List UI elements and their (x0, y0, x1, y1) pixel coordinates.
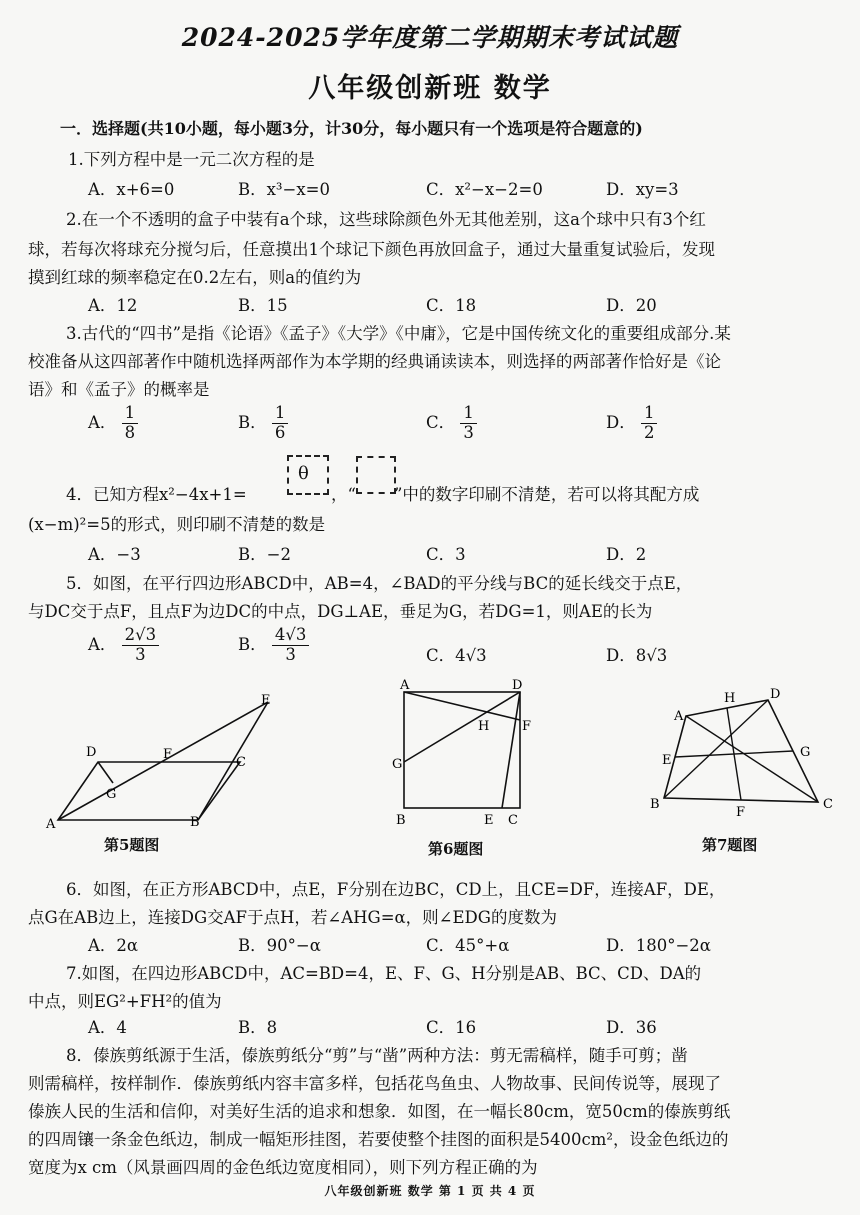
q4-option-a: A．−3 (88, 545, 141, 564)
q3-option-a-fraction: $\frac{1}{8}$ (122, 404, 139, 443)
q3-option-d-label: D． (606, 412, 636, 432)
q6-option-a: A．2α (88, 936, 139, 955)
q5-option-a (88, 626, 159, 665)
q4-option-b: B．−2 (238, 545, 291, 564)
page-footer: 八年级创新班 数学 第 1 页 共 4 页 (324, 1184, 536, 1198)
question-7-line-2: 中点，则EG²+FH²的值为 (28, 992, 222, 1011)
q5-option-d: D．8√3 (606, 646, 668, 665)
fig6-label-a: A (400, 678, 410, 693)
q5-option-a-fraction: $\frac{2√3}{3}$ (122, 626, 160, 665)
fig6-label-f: F (522, 719, 532, 734)
question-8-line-3: 傣族人民的生活和信仰，对美好生活的追求和想象．如图，在一幅长80cm，宽50cm的傣族剪纸 (28, 1102, 731, 1121)
fig7-label-d: D (770, 687, 781, 702)
figure-6-square (388, 676, 548, 836)
q2-option-c: C．18 (426, 296, 477, 315)
blank-digit-box (356, 456, 396, 494)
q5-option-b (238, 626, 309, 665)
fig5-label-e: E (261, 693, 271, 708)
fig7-label-c: C (823, 797, 833, 812)
exam-title: 2024-2025学年度第二学期期末考试试题 (181, 23, 679, 52)
question-6-line-2: 点G在AB边上，连接DG交AF于点H，若∠AHG=α，则∠EDG的度数为 (28, 908, 557, 927)
q1-option-a: A．x+6=0 (88, 180, 175, 199)
q2-option-d: D．20 (606, 296, 657, 315)
fig6-label-h: H (478, 719, 490, 734)
figure-7-caption: 第7题图 (702, 836, 758, 854)
smudged-digit-box (287, 455, 329, 495)
question-2-line-3: 摸到红球的频率稳定在0.2左右，则a的值约为 (28, 268, 362, 287)
question-2-line-2: 球，若每次将球充分搅匀后，任意摸出1个球记下颜色再放回盒子，通过大量重复试验后，发现 (28, 240, 715, 259)
q3-option-b-label: B． (238, 412, 267, 432)
fig6-label-e: E (484, 813, 494, 828)
question-6-line-1: 6．如图，在正方形ABCD中，点E，F分别在边BC，CD上，且CE=DF，连接AF，DE， (66, 880, 726, 899)
question-5-line-2: 与DC交于点F，且点F为边DC的中点，DG⊥AE，垂足为G，若DG=1，则AE的长为 (28, 602, 653, 621)
line-dg (98, 762, 113, 783)
figure-5-caption: 第5题图 (104, 836, 160, 854)
q2-option-b: B．15 (238, 296, 288, 315)
q1-option-c: C．x²−x−2=0 (426, 180, 543, 199)
figure-5-parallelogram (40, 690, 290, 835)
q1-option-b: B．x³−x=0 (238, 180, 330, 199)
q5-option-c: C．4√3 (426, 646, 487, 665)
section-heading: 一．选择题(共10小题，每小题3分，计30分，每小题只有一个选项是符合题意的) (60, 119, 643, 138)
line-af (404, 692, 520, 720)
q3-option-a-label: A． (88, 412, 117, 432)
fig6-label-c: C (508, 813, 518, 828)
q3-option-d (606, 404, 657, 443)
fig7-label-a: A (674, 709, 684, 724)
q6-option-c: C．45°+α (426, 936, 510, 955)
fig5-label-f: F (163, 747, 173, 762)
figure-7-quadrilateral (640, 686, 840, 826)
question-7-line-1: 7.如图，在四边形ABCD中，AC=BD=4，E、F、G、H分别是AB、BC、CD、DA的 (66, 964, 702, 983)
q7-option-a: A．4 (88, 1018, 127, 1037)
fig6-label-b: B (396, 813, 406, 828)
line-be-extension (198, 702, 268, 820)
square-abcd (404, 692, 520, 808)
q7-option-b: B．8 (238, 1018, 278, 1037)
question-4-line-1a: 4．已知方程x²−4x+1= (66, 485, 247, 504)
smudged-digit: θ (298, 463, 309, 484)
question-8-line-2: 则需稿样，按样制作．傣族剪纸内容丰富多样，包括花鸟鱼虫、人物故事、民间传说等，展现了 (28, 1074, 721, 1093)
fig6-label-d: D (512, 678, 523, 693)
question-4-line-1b: ，“ (331, 485, 356, 504)
q7-option-c: C．16 (426, 1018, 477, 1037)
q1-option-d: D．xy=3 (606, 180, 679, 199)
q3-option-c-label: C． (426, 412, 456, 432)
q5-option-a-label: A． (88, 634, 117, 654)
fig6-label-g: G (392, 757, 403, 772)
question-3-line-2: 校准备从这四部著作中随机选择两部作为本学期的经典诵读读本，则选择的两部著作恰好是《论 (28, 352, 721, 371)
q5-option-b-fraction: $\frac{4√3}{3}$ (272, 626, 310, 665)
q4-option-d: D．2 (606, 545, 647, 564)
fig7-label-g: G (800, 745, 811, 760)
parallelogram-abcd (58, 762, 240, 820)
question-1-stem: 1.下列方程中是一元二次方程的是 (68, 150, 315, 169)
fig5-label-a: A (46, 817, 56, 832)
question-2-line-1: 2.在一个不透明的盒子中装有a个球，这些球除颜色外无其他差别，这a个球中只有3个红 (66, 210, 706, 229)
q3-option-b-fraction: $\frac{1}{6}$ (272, 404, 289, 443)
question-4-line-1c: ”中的数字印刷不清楚，若可以将其配方成 (394, 485, 700, 504)
q3-option-c-fraction: $\frac{1}{3}$ (460, 404, 477, 443)
q3-option-c (426, 404, 477, 443)
question-5-line-1: 5．如图，在平行四边形ABCD中，AB=4，∠BAD的平分线与BC的延长线交于点E， (66, 574, 693, 593)
line-dg (404, 692, 520, 762)
question-3-line-1: 3.古代的“四书”是指《论语》《孟子》《大学》《中庸》，它是中国传统文化的重要组成部分.某 (66, 324, 731, 343)
fig7-label-b: B (650, 797, 660, 812)
figure-6-caption: 第6题图 (428, 840, 484, 858)
line-de (502, 692, 520, 808)
question-3-line-3: 语》和《孟子》的概率是 (28, 380, 210, 399)
fig5-label-b: B (190, 815, 200, 830)
fig5-label-d: D (86, 745, 97, 760)
q3-option-b (238, 404, 288, 443)
fig5-label-g: G (106, 787, 117, 802)
fig7-label-h: H (724, 691, 736, 706)
fig5-label-c: C (236, 755, 246, 770)
exam-subtitle: 八年级创新班 数学 (308, 73, 552, 104)
q6-option-d: D．180°−2α (606, 936, 711, 955)
question-8-line-5: 宽度为x cm（风景画四周的金色纸边宽度相同），则下列方程正确的为 (28, 1158, 538, 1177)
fig7-label-e: E (662, 753, 672, 768)
q5-option-b-label: B． (238, 634, 267, 654)
q4-option-c: C．3 (426, 545, 466, 564)
question-8-line-1: 8．傣族剪纸源于生活，傣族剪纸分“剪”与“凿”两种方法：剪无需稿样，随手可剪；凿 (66, 1046, 688, 1065)
q7-option-d: D．36 (606, 1018, 657, 1037)
fig7-label-f: F (736, 805, 746, 820)
question-8-line-4: 的四周镶一条金色纸边，制成一幅矩形挂图，若要使整个挂图的面积是5400cm²，设金色纸边的 (28, 1130, 729, 1149)
q3-option-a (88, 404, 138, 443)
q2-option-a: A．12 (88, 296, 138, 315)
question-4-line-2: (x−m)²=5的形式，则印刷不清楚的数是 (28, 515, 326, 534)
q6-option-b: B．90°−α (238, 936, 321, 955)
q3-option-d-fraction: $\frac{1}{2}$ (641, 404, 658, 443)
